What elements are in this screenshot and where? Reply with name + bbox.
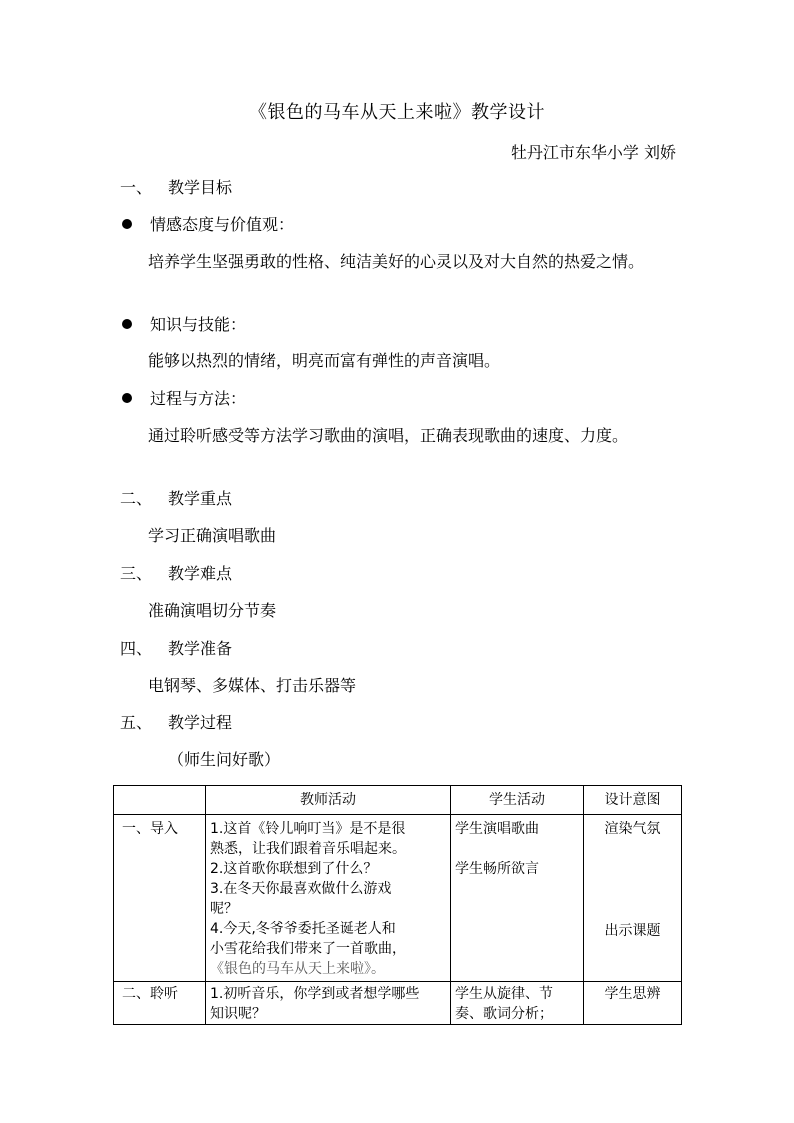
objective-emotion-label: [120, 213, 294, 237]
teacher-line: 4.今天,冬爷爷委托圣诞老人和: [210, 921, 396, 937]
design-intent-cell: [584, 982, 682, 1025]
teacher-line: 《银色的马车从天上来啦》。: [210, 961, 385, 977]
author-line: 牡丹江市东华小学 刘娇: [510, 143, 676, 162]
teacher-line: 1.初听音乐，你学到或者想学哪些: [210, 986, 420, 1002]
student-activity-cell: [451, 982, 584, 1025]
stage-cell: 一、导入: [114, 815, 206, 982]
difficulties-text: 准确演唱切分节奏: [148, 601, 277, 620]
document-title: 《银色的马车从天上来啦》教学设计: [249, 102, 545, 123]
section-number: 五、: [120, 713, 153, 732]
teacher-line: 知识呢？: [210, 1006, 266, 1022]
objective-process-label: [120, 387, 246, 411]
teacher-line: 1.这首《铃儿响叮当》是不是很: [210, 821, 406, 837]
student-line: 学生演唱歌曲: [455, 821, 539, 837]
header-cell-stage: [114, 786, 206, 815]
header-cell-student: 学生活动: [451, 786, 584, 815]
header-cell-teacher: 教师活动: [206, 786, 451, 815]
section-number: 四、: [120, 639, 153, 658]
objective-label: 情感态度与价值观：: [150, 215, 295, 234]
objective-knowledge-text: 能够以热烈的情绪，明亮而富有弹性的声音演唱。: [148, 351, 501, 370]
student-activity-cell: [451, 815, 584, 982]
objective-knowledge-label: [120, 313, 246, 337]
section-heading-process: [120, 711, 232, 735]
section-number: 一、: [120, 178, 153, 197]
section-title: 教学重点: [168, 489, 233, 508]
lesson-process-table: [113, 785, 682, 1025]
student-line: 学生从旋律、节: [455, 986, 553, 1002]
key-points-text: 学习正确演唱歌曲: [148, 526, 277, 545]
teacher-line: 小雪花给我们带来了一首歌曲，: [210, 941, 406, 957]
section-heading-preparation: [120, 637, 232, 661]
table-row: [114, 815, 682, 982]
design-intent-cell: [584, 815, 682, 982]
header-cell-intent: 设计意图: [584, 786, 682, 815]
student-line: 学生畅所欲言: [455, 861, 539, 877]
section-number: 二、: [120, 489, 153, 508]
objective-label: 知识与技能：: [150, 315, 247, 334]
intent-line: 渲染气氛: [604, 821, 661, 837]
teacher-line: 2.这首歌你联想到了什么？: [210, 861, 378, 877]
table-row: [114, 982, 682, 1025]
intent-line: 出示课题: [604, 923, 661, 939]
intent-line: 学生思辨: [604, 986, 661, 1002]
teacher-line: 熟悉，让我们跟着音乐唱起来。: [210, 841, 406, 857]
section-title: 教学目标: [168, 178, 233, 197]
bullet-icon: [122, 319, 132, 329]
teacher-activity-cell: [206, 815, 451, 982]
table-header-row: [114, 786, 682, 815]
section-title: 教学准备: [168, 639, 233, 658]
preparation-text: 电钢琴、多媒体、打击乐器等: [148, 676, 357, 695]
teacher-line: 3.在冬天你最喜欢做什么游戏: [210, 881, 392, 897]
section-heading-objectives: [120, 176, 232, 200]
section-heading-difficulties: [120, 562, 232, 586]
objective-emotion-text: 培养学生坚强勇敢的性格、纯洁美好的心灵以及对大自然的热爱之情。: [148, 252, 645, 271]
section-title: 教学过程: [168, 713, 233, 732]
bullet-icon: [122, 393, 132, 403]
objective-process-text: 通过聆听感受等方法学习歌曲的演唱，正确表现歌曲的速度、力度。: [148, 426, 629, 445]
bullet-icon: [122, 219, 132, 229]
section-number: 三、: [120, 564, 153, 583]
stage-cell: 二、聆听: [114, 982, 206, 1025]
student-line: 奏、歌词分析；: [455, 1006, 553, 1022]
objective-label: 过程与方法：: [150, 389, 247, 408]
teacher-line: 呢？: [210, 901, 238, 917]
section-title: 教学难点: [168, 564, 233, 583]
greeting-song-note: （师生问好歌）: [168, 750, 281, 769]
teacher-activity-cell: [206, 982, 451, 1025]
section-heading-key-points: [120, 487, 232, 511]
